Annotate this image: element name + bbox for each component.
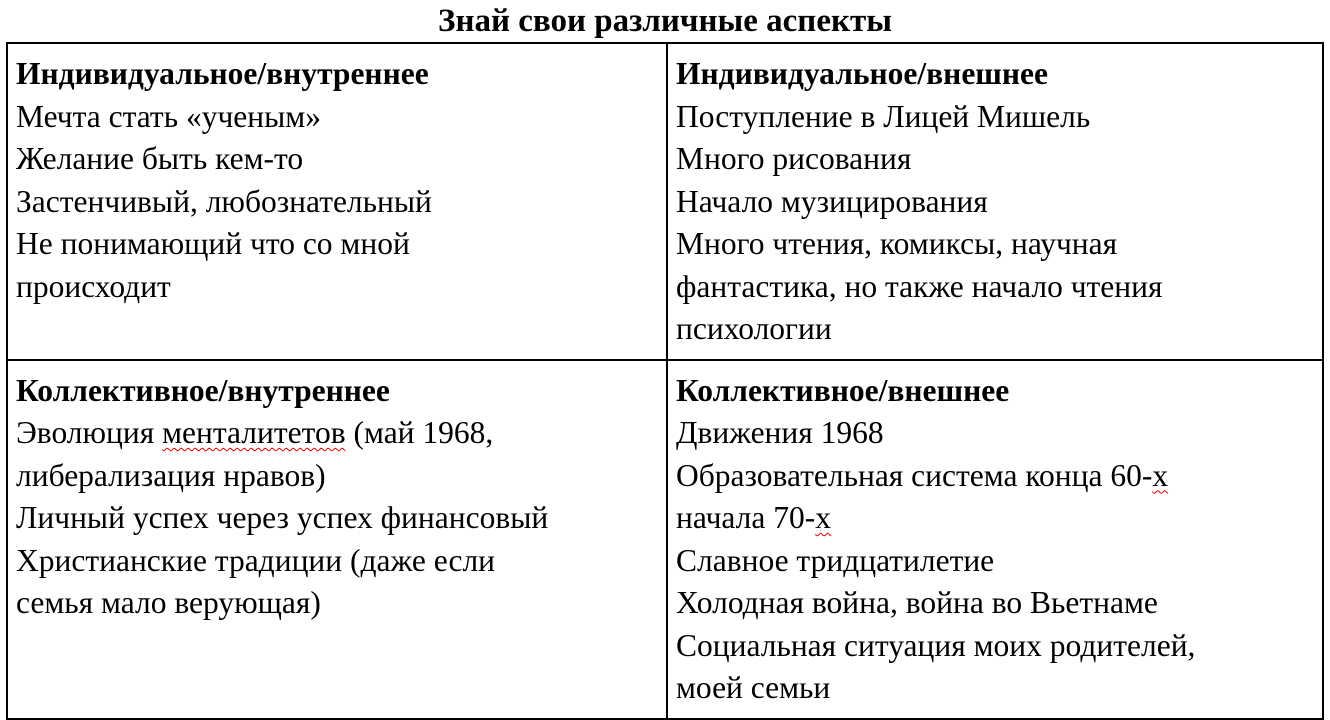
cell-line xyxy=(676,497,1314,540)
cell-line: происходит xyxy=(16,268,171,304)
text-run: (май 1968, xyxy=(345,415,494,450)
cell-line: Славное тридцатилетие xyxy=(676,542,995,578)
cell-line: Много чтения, комиксы, научная xyxy=(676,226,1118,261)
cell-collective-external xyxy=(667,360,1323,719)
cell-line: либерализация нравов) xyxy=(16,457,326,493)
table-row xyxy=(7,43,1323,360)
cell-line: Не понимающий что со мной xyxy=(16,226,410,261)
cell-line: моей семьи xyxy=(676,670,831,705)
text-run: Образовательная система конца 60- xyxy=(676,457,1153,493)
cell-line: Социальная ситуация моих родителей, xyxy=(676,627,1196,663)
spellcheck-underlined-word: х xyxy=(815,500,831,535)
spellcheck-underlined-word: х xyxy=(1152,457,1169,493)
cell-line xyxy=(16,412,658,455)
cell-heading: Коллективное/внешнее xyxy=(676,372,1010,408)
cell-line: Много рисования xyxy=(676,141,912,176)
cell-line: Христианские традиции (даже если xyxy=(16,542,496,578)
text-run: начала 70- xyxy=(676,500,816,535)
cell-line xyxy=(676,455,1314,498)
cell-individual-external xyxy=(667,43,1323,360)
cell-line: фантастика, но также начало чтения xyxy=(676,268,1163,304)
cell-line: Поступление в Лицей Мишель xyxy=(676,98,1091,134)
cell-line: психологии xyxy=(676,311,832,346)
cell-heading: Коллективное/внутреннее xyxy=(16,372,390,408)
cell-individual-internal xyxy=(7,43,667,360)
cell-collective-internal xyxy=(7,360,667,719)
cell-heading: Индивидуальное/внешнее xyxy=(676,56,1049,91)
cell-line: Начало музицирования xyxy=(676,183,988,219)
cell-line: Застенчивый, любознательный xyxy=(16,183,432,219)
aspects-table xyxy=(6,42,1324,720)
cell-line: Холодная война, война во Вьетнаме xyxy=(676,585,1158,620)
cell-heading: Индивидуальное/внутреннее xyxy=(16,56,429,91)
table-row xyxy=(7,360,1323,719)
cell-line: семья мало верующая) xyxy=(16,585,321,620)
cell-line: Движения 1968 xyxy=(676,415,884,450)
cell-line: Мечта стать «ученым» xyxy=(16,98,321,134)
cell-line: Личный успех через успех финансовый xyxy=(16,500,549,535)
text-run: Эволюция xyxy=(16,415,163,450)
cell-line: Желание быть кем-то xyxy=(16,141,304,176)
spellcheck-underlined-word: менталитетов xyxy=(162,415,346,450)
page-title: Знай свои различные аспекты xyxy=(438,3,892,39)
